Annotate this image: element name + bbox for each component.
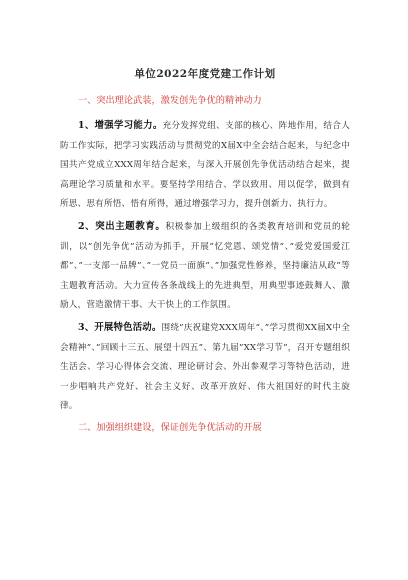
section-heading-1: 一、突出理论武装，激发创先争优的精神动力	[78, 95, 262, 106]
document-title: 单位2022年度党建工作计划	[134, 68, 276, 80]
paragraph-1-text: 充分发挥党组、支部的核心、阵地作用，结合人防工作实际，把学习实践活动与贯彻党的X届X中全会结合起来，与纪念中国共产党成立XXX周年结合起来，与深入开展创先争优活动结合起来，提高理论学习质量和水平。要坚持学用结合、学以致用、用以促学，做到有所思、思有所悟、悟有所得，通过增强学习力，提升创新力、执行力。	[60, 121, 351, 210]
paragraph-2	[60, 217, 350, 316]
paragraph-3-text: 围绕”庆祝建党XXX周年”、”学习贯彻XX届X中全会精神”、”回顾十三五、展望十四五”、第九届”XX学习节”，召开专题组织生活会、学习心得体会交流、理论研讨会、外出参观学习等特色活动，进一步唱响共产党好、社会主义好、改革开放好、伟大祖国好的时代主旋律。	[60, 322, 350, 412]
paragraph-3	[60, 318, 350, 417]
paragraph-1	[60, 116, 350, 215]
paragraph-1-lead: 1、增强学习能力。	[78, 120, 163, 131]
paragraph-2-text: 积极参加上级组织的各类教育培训和党员的轮训，以”创先争优”活动为抓手，开展”忆党恩、颂党情”、”爱党爱国爱江都”、”一支部一品牌”、”一党员一面旗”、”加强党性修养，坚持廉洁从政”等主题教育活动。大力宣传各条战线上的先进典型，用典型事迹鼓舞人、激励人，营造激情干事、大干快上的工作氛围。	[60, 221, 350, 311]
paragraph-3-lead: 3、开展特色活动。	[78, 321, 162, 333]
section-heading-2: 二、加强组织建设，保证创先争优活动的开展	[78, 421, 262, 433]
paragraph-2-lead: 2、突出主题教育。	[78, 220, 166, 232]
